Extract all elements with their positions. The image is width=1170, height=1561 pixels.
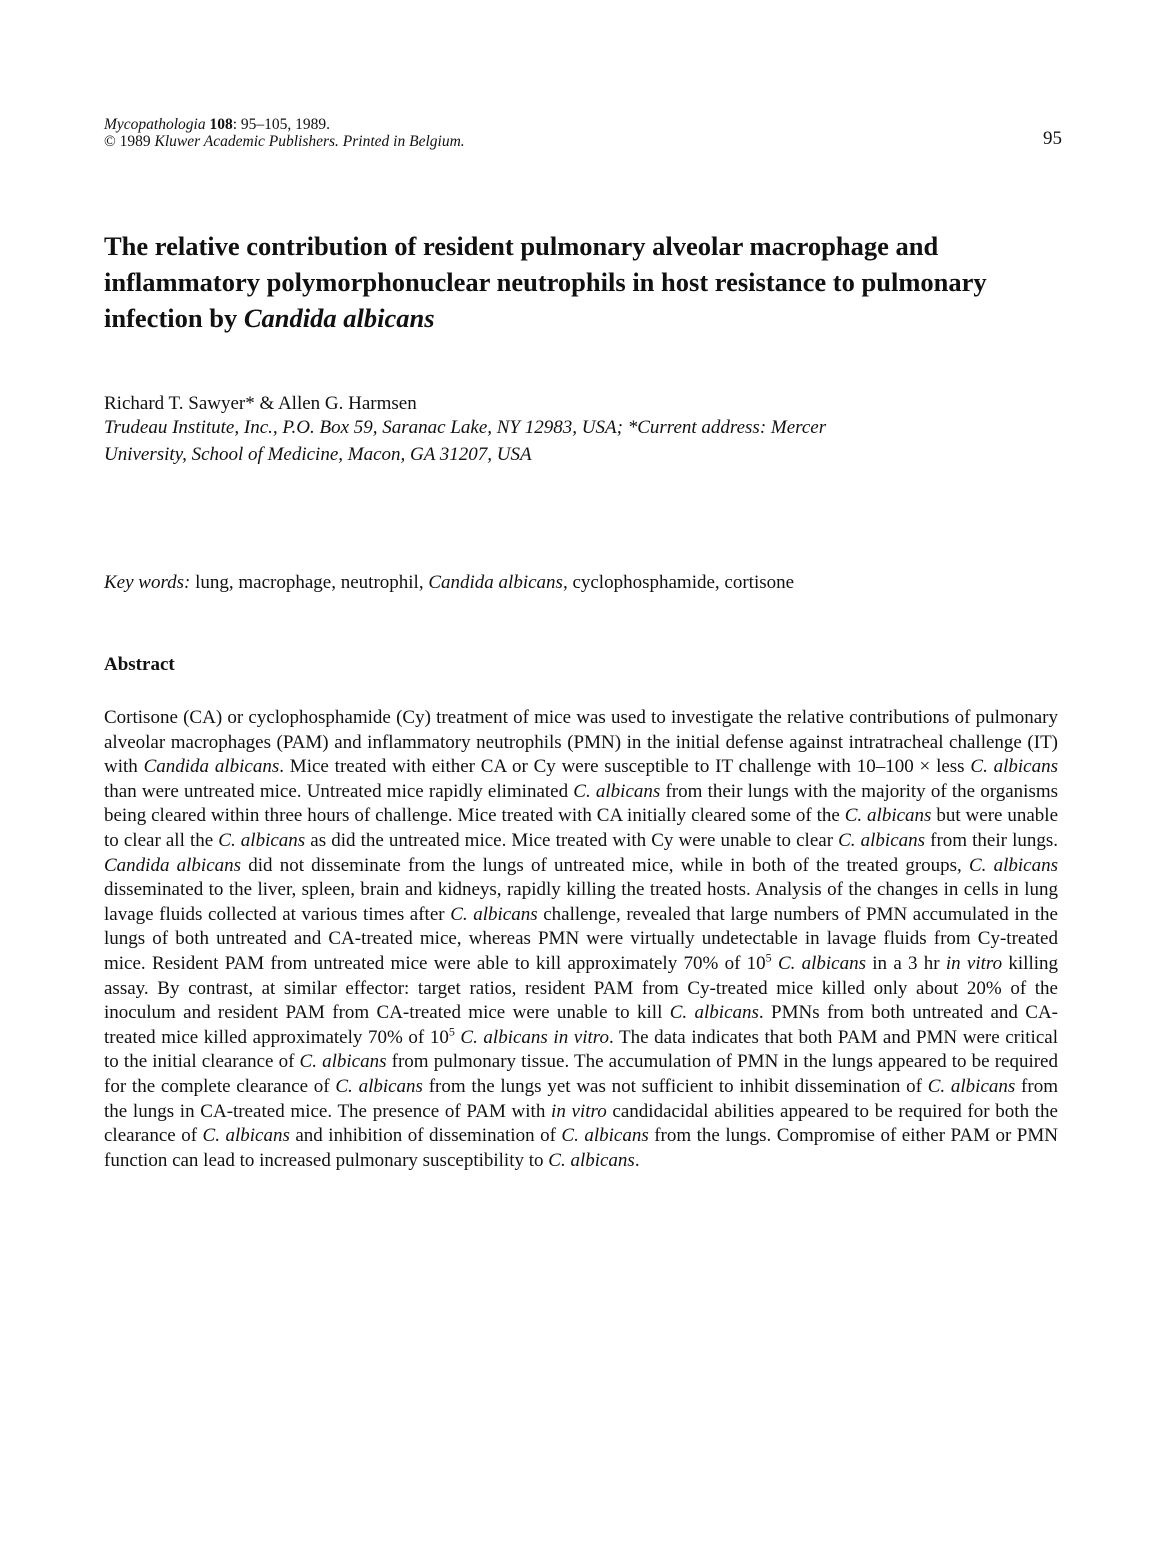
- journal-header: [104, 116, 1064, 150]
- abstract-italic: C. albicans: [450, 903, 538, 925]
- abstract-italic: C. albicans: [777, 952, 867, 974]
- abstract-text: challenge, revealed that large numbers of PMN accumulated in the lungs of both untreated and CA-treated mice, whereas PMN were virtually undetectable in lavage fluids from Cy-treated mice. Resident PAM from untreated mice were able to kill approximately 70% of 10: [104, 903, 1058, 974]
- abstract-text: from the lungs yet was not sufficient to inhibit dissemination of: [422, 1075, 928, 1097]
- abstract-text: candidacidal abilities appeared to be required for both the clearance of: [104, 1100, 1058, 1147]
- abstract-text: than were untreated mice. Untreated mice rapidly eliminated: [104, 780, 574, 802]
- citation-line: [104, 116, 1064, 133]
- abstract-text: killing assay. By contrast, at similar effector: target ratios, resident PAM from Cy-treated mice killed only about 20% of the inoculum and resident PAM from CA-treated mice were unable to kill: [104, 952, 1059, 1024]
- authors: Richard T. Sawyer* & Allen G. Harmsen: [104, 393, 417, 414]
- abstract-italic: C. albicans: [335, 1075, 423, 1097]
- journal-name: Mycopathologia: [104, 116, 206, 133]
- keywords-organism: Candida albicans: [428, 572, 563, 593]
- publisher: Kluwer Academic Publishers. Printed in Belgium.: [154, 133, 465, 150]
- abstract-text: from their lungs with the majority of the organisms being cleared within three hours of challenge. Mice treated with CA initially cleared some of the: [104, 780, 1059, 827]
- abstract-italic: C. albicans: [561, 1125, 649, 1147]
- abstract-text: as did the untreated mice. Mice treated with Cy were unable to clear: [305, 829, 839, 851]
- abstract-text: from the lungs. Compromise of either PAM or PMN function can lead to increased pulmonary susceptibility to: [104, 1125, 1058, 1171]
- abstract-body: [104, 706, 1058, 1173]
- abstract-text: . The data indicates that both PAM and PMN were critical to the initial clearance of: [104, 1026, 1058, 1073]
- title-main: The relative contribution of resident pulmonary alveolar macrophage and inflammatory polymorphonuclear neutrophils in host resistance to pulmonary infection by: [104, 231, 987, 333]
- affiliation: [104, 414, 1064, 468]
- abstract-heading: Abstract: [104, 654, 175, 675]
- superscript-exponent: 5: [448, 1024, 455, 1039]
- abstract-text: .: [634, 1149, 640, 1171]
- article-title: [104, 228, 1064, 336]
- page-number: 95: [1043, 128, 1062, 149]
- journal-volume: 108: [209, 116, 233, 133]
- journal-pages-year: : 95–105, 1989.: [232, 116, 331, 133]
- abstract-text: from pulmonary tissue. The accumulation of PMN in the lungs appeared to be required for the complete clearance of: [104, 1051, 1058, 1097]
- copyright-year: 1989: [115, 133, 155, 150]
- superscript-exponent: 5: [765, 950, 772, 965]
- abstract-text: from their lungs.: [925, 829, 1058, 851]
- abstract-text: disseminated to the liver, spleen, brain and kidneys, rapidly killing the treated hosts. Analysis of the changes in cells in lung lavage fluids collected at various times after: [104, 879, 1058, 925]
- abstract-italic: C. albicans: [969, 854, 1058, 876]
- abstract-text: . PMNs from both untreated and CA-treated mice killed approximately 70% of 10: [104, 1002, 1058, 1048]
- abstract-text: in a 3 hr: [866, 952, 946, 974]
- abstract-italic: C. albicans: [970, 756, 1059, 778]
- copyright-symbol: ©: [104, 133, 116, 150]
- copyright-line: [104, 133, 1064, 150]
- abstract-text: Cortisone (CA) or cyclophosphamide (Cy) treatment of mice was used to investigate the relative contributions of pulmonary alveolar macrophages (PAM) and inflammatory neutrophils (PMN) in the initial defense against intratracheal challenge (IT) with: [104, 707, 1058, 778]
- affiliation-line-1: Trudeau Institute, Inc., P.O. Box 59, Saranac Lake, NY 12983, USA; *Current address: Mercer: [104, 417, 827, 438]
- abstract-text: from the lungs in CA-treated mice. The presence of PAM with: [104, 1075, 1058, 1122]
- abstract-italic: C. albicans: [927, 1075, 1016, 1097]
- affiliation-line-2: University, School of Medicine, Macon, GA 31207, USA: [104, 444, 532, 465]
- keywords-text-b: , cyclophosphamide, cortisone: [562, 572, 795, 593]
- abstract-italic: C. albicans: [218, 829, 306, 851]
- abstract-italic: C. albicans: [548, 1149, 635, 1171]
- abstract-italic: C. albicans: [838, 829, 926, 851]
- title-organism: Candida albicans: [243, 303, 435, 333]
- keywords-label: Key words:: [104, 572, 191, 593]
- abstract-italic: C. albicans: [669, 1002, 759, 1024]
- abstract-text: but were unable to clear all the: [104, 805, 1059, 851]
- abstract-italic: C. albicans: [844, 805, 932, 827]
- abstract-italic: C. albicans: [202, 1125, 290, 1147]
- abstract-text: did not disseminate from the lungs of untreated mice, while in both of the treated groups,: [241, 854, 969, 876]
- abstract-text: . Mice treated with either CA or Cy were susceptible to IT challenge with 10–100 × less: [279, 756, 971, 778]
- abstract-italic: in vitro: [945, 952, 1003, 974]
- abstract-text: and inhibition of dissemination of: [289, 1125, 562, 1147]
- abstract-italic: Candida albicans: [104, 854, 242, 876]
- keywords-text-a: lung, macrophage, neutrophil,: [190, 572, 429, 593]
- abstract-italic: C. albicans: [299, 1051, 387, 1073]
- abstract-italic: in vitro: [551, 1100, 607, 1122]
- abstract-italic: C. albicans: [573, 780, 661, 802]
- keywords: [104, 570, 1064, 596]
- abstract-italic: C. albicans in vitro: [460, 1026, 609, 1048]
- abstract-italic: Candida albicans: [143, 756, 280, 778]
